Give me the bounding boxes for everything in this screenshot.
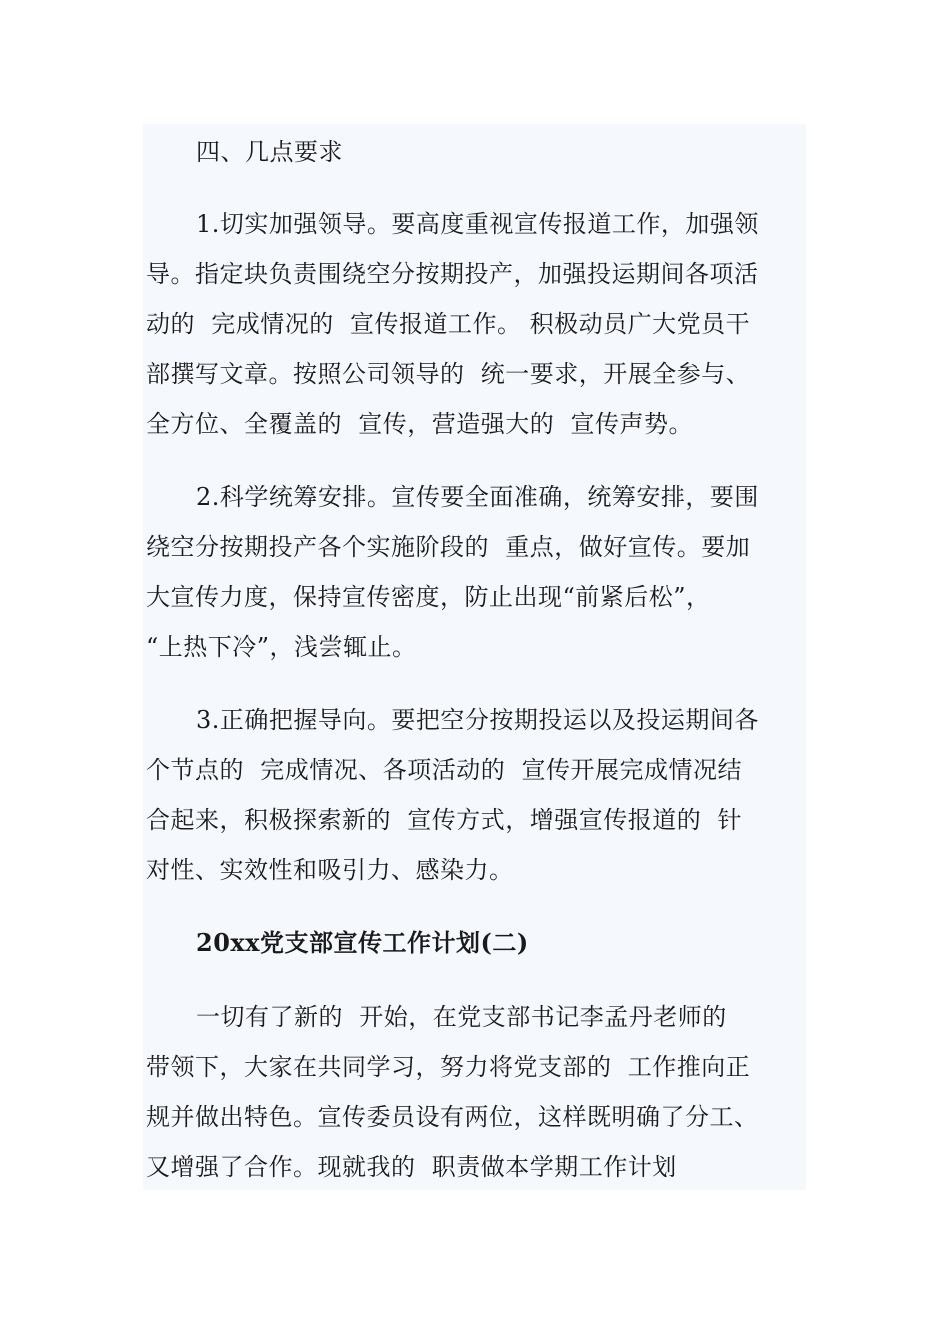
plan2-line-1: 一切有了新的 开始，在党支部书记李孟丹老师的 [196, 1003, 727, 1031]
item3-line-4: 对性、实效性和吸引力、感染力。 [146, 856, 514, 884]
plan2-title: 20xx党支部宣传工作计划(二) [196, 928, 529, 957]
item1-line-1: 1.切实加强领导。要高度重视宣传报道工作，加强领 [196, 210, 759, 238]
item1-line-3: 动的 完成情况的 宣传报道工作。 积极动员广大党员干 [146, 310, 751, 338]
plan2-line-2: 带领下，大家在共同学习，努力将党支部的 工作推向正 [146, 1053, 751, 1081]
item3-line-3: 合起来，积极探索新的 宣传方式，增强宣传报道的 针 [146, 806, 743, 834]
section-heading: 四、几点要求 [196, 138, 343, 166]
item3-line-1: 3.正确把握导向。要把空分按期投运以及投运期间各 [196, 706, 759, 734]
item2-line-4: “上热下冷”，浅尝辄止。 [146, 633, 417, 661]
item3-line-2: 个节点的 完成情况、各项活动的 宣传开展完成情况结 [146, 756, 743, 784]
item2-line-1: 2.科学统筹安排。宣传要全面准确，统筹安排，要围 [196, 483, 759, 511]
item1-line-5: 全方位、全覆盖的 宣传，营造强大的 宣传声势。 [146, 410, 694, 438]
item1-line-4: 部撰写文章。按照公司领导的 统一要求，开展全参与、 [146, 360, 751, 388]
item2-line-2: 绕空分按期投产各个实施阶段的 重点，做好宣传。要加 [146, 533, 751, 561]
plan2-line-3: 规并做出特色。宣传委员设有两位，这样既明确了分工、 [146, 1103, 759, 1131]
item1-line-2: 导。指定块负责围绕空分按期投产，加强投运期间各项活 [146, 260, 759, 288]
plan2-line-4: 又增强了合作。现就我的 职责做本学期工作计划 [146, 1153, 677, 1181]
item2-line-3: 大宣传力度，保持宣传密度，防止出现“前紧后松”， [146, 583, 711, 611]
